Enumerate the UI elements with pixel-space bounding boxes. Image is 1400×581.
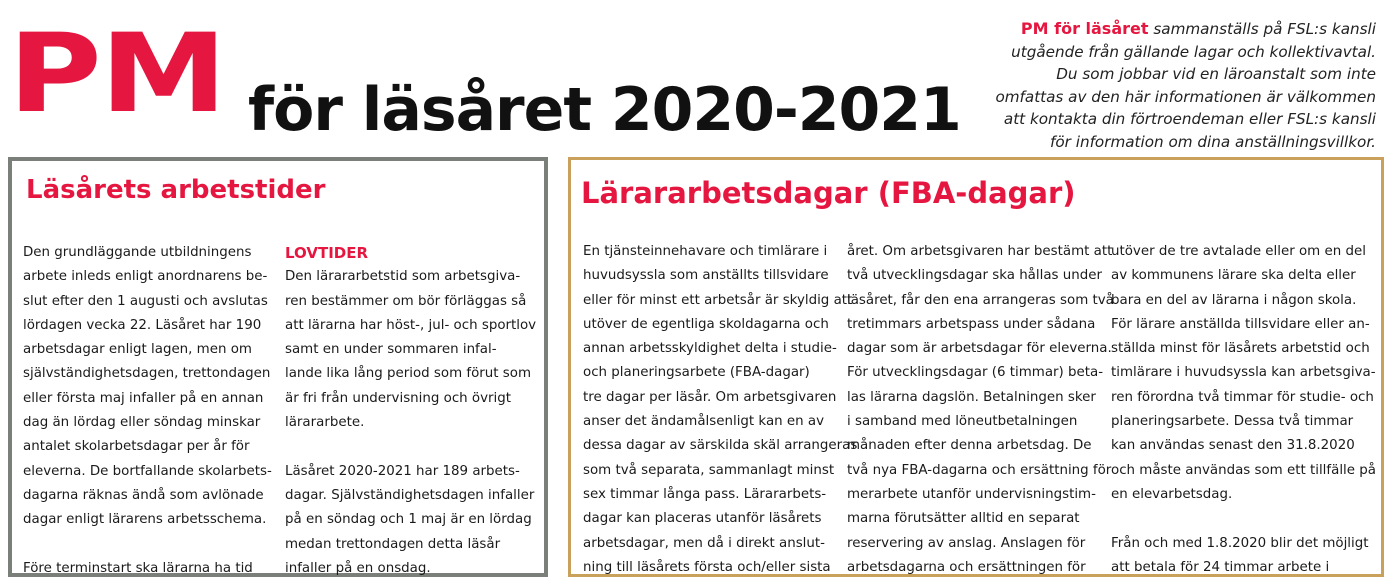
working-hours-title: Läsårets arbetstider [26, 175, 326, 205]
text-line: anser det ändamålsenligt kan en av [583, 414, 825, 430]
text-line: eller för minst ett arbetsår är skyldig att [583, 292, 853, 308]
text-line: Den lärararbetstid som arbetsgiva- [285, 269, 521, 285]
header-note [966, 18, 1376, 153]
text-line: av kommunens lärare ska delta eller [1111, 268, 1356, 284]
text-line: lande lika lång period som förut som [285, 366, 532, 382]
working-hours-column-2 [285, 241, 536, 581]
teacher-workdays-section [568, 157, 1384, 577]
text-line: ren bestämmer om bör förläggas så [285, 293, 527, 309]
text-line: två nya FBA-dagarna och ersättning för [847, 462, 1112, 478]
page-title: för läsåret 2020-2021 [248, 75, 961, 145]
text-line: merarbete utanför undervisningstim- [847, 486, 1096, 502]
text-line: reservering av anslag. Anslagen för [847, 535, 1086, 551]
holidays-heading: LOVTIDER [285, 244, 369, 262]
text-line: huvudsyssla som anställts tillsvidare [583, 268, 829, 284]
text-line: utöver de egentliga skoldagarna och [583, 316, 829, 332]
text-line: dagar. Självständighetsdagen infaller [285, 487, 535, 503]
text-line: lärararbete. [285, 415, 365, 431]
text-line: ren förordna två timmar för studie- och [1111, 389, 1374, 405]
text-line: ställda minst för läsårets arbetstid och [1111, 341, 1370, 357]
header-note-line: utgående från gällande lagar och kollektivavtal. [1011, 42, 1376, 61]
text-line: arbetsdagarna och ersättningen för [847, 559, 1086, 575]
working-hours-column-1 [23, 241, 272, 581]
text-line: marna förutsätter alltid en separat [847, 511, 1080, 527]
text-line: utöver de tre avtalade eller om en del [1111, 244, 1366, 259]
text-line: arbetsdagar, men då i direkt anslut- [583, 535, 825, 551]
text-line: arbetsdagar enligt lagen, men om [23, 342, 252, 358]
text-line: las lärarna dagslön. Betalningen sker [847, 389, 1096, 405]
text-line: kan användas senast den 31.8.2020 [1111, 438, 1355, 454]
text-line: dessa dagar av särskilda skäl arrangeras [583, 438, 858, 454]
header-note-line: omfattas av den här informationen är välkommen [995, 87, 1376, 106]
text-line: dagar kan placeras utanför läsårets [583, 511, 822, 527]
text-line: antalet skolarbetsdagar per år för [23, 439, 250, 455]
text-line: tretimmars arbetspass under sådana [847, 316, 1096, 332]
holidays-text [285, 265, 536, 581]
text-line: två utvecklingsdagar ska hållas under [847, 268, 1102, 284]
text-line: i samband med löneutbetalningen [847, 414, 1078, 430]
text-line: dagar enligt lärarens arbetsschema. [23, 512, 267, 528]
text-line: dagar som är arbetsdagar för eleverna. [847, 341, 1112, 357]
text-line: att betala för 24 timmar arbete i [1111, 559, 1330, 575]
pm-logo: PM [8, 10, 226, 138]
text-line: lördagen vecka 22. Läsåret har 190 [23, 317, 262, 333]
text-line: För lärare anställda tillsvidare eller an- [1111, 316, 1370, 332]
text-line: månaden efter denna arbetsdag. De [847, 438, 1092, 454]
text-line: året. Om arbetsgivaren har bestämt att [847, 244, 1113, 259]
text-line: planeringsarbete. Dessa två timmar [1111, 414, 1354, 430]
text-line: dagarna räknas ändå som avlönade [23, 487, 264, 503]
header-note-lead: PM för läsåret [1020, 19, 1149, 38]
header-note-line: Du som jobbar vid en läroanstalt som inte [1056, 65, 1376, 83]
text-line: att lärarna har höst-, jul- och sportlov [285, 317, 537, 333]
text-line: ning till läsårets första och/eller sista [583, 559, 831, 575]
text-line: För utvecklingsdagar (6 timmar) beta- [847, 365, 1104, 381]
text-line: är fri från undervisning och övrigt [285, 390, 512, 406]
text-line: på en söndag och 1 maj är en lördag [285, 512, 532, 528]
text-line: En tjänsteinnehavare och timlärare i [583, 244, 828, 259]
text-line: slut efter den 1 augusti och avslutas [23, 293, 268, 309]
working-hours-section [8, 157, 548, 577]
text-line: självständighetsdagen, trettondagen [23, 366, 271, 382]
text-line: Från och med 1.8.2020 blir det möjligt [1111, 535, 1369, 551]
text-line [285, 435, 536, 459]
text-line: och måste användas som ett tillfälle på [1111, 462, 1376, 478]
text-line: samt en under sommaren infal- [285, 342, 497, 358]
text-line: bara en del av lärarna i någon skola. [1111, 292, 1357, 308]
text-line: infaller på en onsdag. [285, 560, 431, 576]
text-line: Före terminstart ska lärarna ha tid [23, 560, 253, 576]
teacher-workdays-column-1 [583, 240, 857, 580]
text-line: arbete inleds enligt anordnarens be- [23, 269, 268, 285]
header-note-line: att kontakta din förtroendeman eller FSL:s kansli [1003, 110, 1376, 128]
text-line [23, 533, 272, 557]
text-line: eleverna. De bortfallande skolarbets- [23, 463, 272, 479]
teacher-workdays-title: Lärararbetsdagar (FBA-dagar) [581, 176, 1076, 210]
header-note-line: för information om dina anställningsvillkor. [1050, 132, 1376, 151]
text-line: en elevarbetsdag. [1111, 486, 1233, 502]
text-line: sex timmar långa pass. Lärararbets- [583, 486, 827, 502]
text-line: timlärare i huvudsyssla kan arbetsgiva- [1111, 365, 1376, 381]
text-line: Den grundläggande utbildningens [23, 245, 252, 260]
teacher-workdays-column-3 [1111, 240, 1376, 580]
text-line: som två separata, sammanlagt minst [583, 462, 835, 478]
text-line: tre dagar per läsår. Om arbetsgivaren [583, 389, 837, 405]
text-line: annan arbetsskyldighet delta i studie- [583, 341, 837, 357]
text-line: Läsåret 2020-2021 har 189 arbets- [285, 463, 520, 479]
header-note-line: sammanställs på FSL:s kansli [1153, 20, 1376, 38]
text-line [1111, 507, 1376, 531]
text-line: och planeringsarbete (FBA-dagar) [583, 365, 810, 381]
teacher-workdays-column-2 [847, 240, 1114, 580]
text-line: medan trettondagen detta läsår [285, 536, 501, 552]
text-line: dag än lördag eller söndag minskar [23, 415, 261, 431]
text-line: läsåret, får den ena arrangeras som två [847, 292, 1114, 308]
text-line: eller första maj infaller på en annan [23, 390, 264, 406]
